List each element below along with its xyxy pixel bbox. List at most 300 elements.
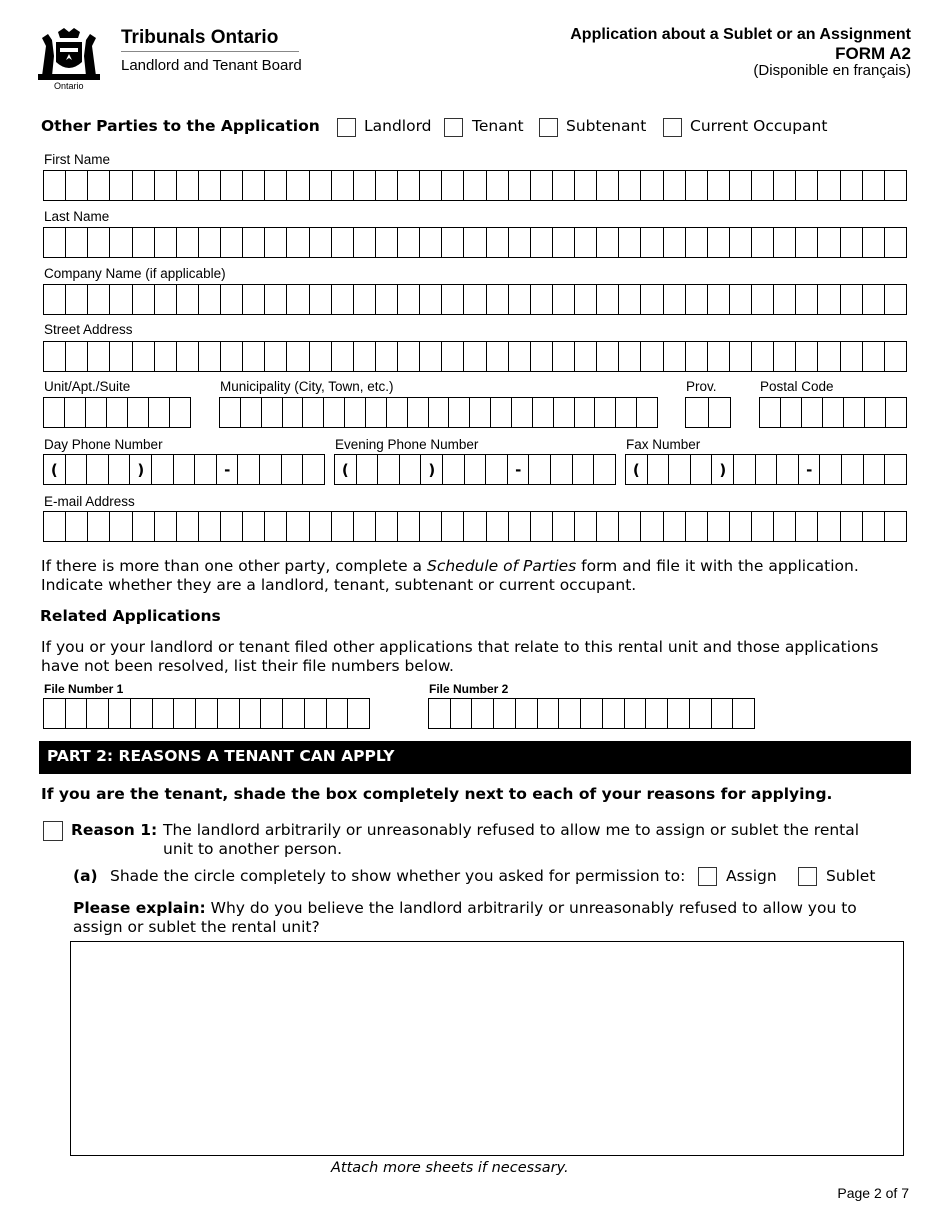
char-cell[interactable] bbox=[597, 285, 619, 314]
char-cell[interactable] bbox=[133, 228, 155, 257]
char-cell[interactable] bbox=[730, 342, 752, 371]
char-cell[interactable] bbox=[366, 398, 387, 427]
char-cell[interactable] bbox=[533, 398, 554, 427]
char-cell[interactable] bbox=[243, 228, 265, 257]
char-cell[interactable] bbox=[774, 342, 796, 371]
char-cell[interactable] bbox=[442, 512, 464, 541]
char-cell[interactable] bbox=[149, 398, 170, 427]
char-cell[interactable] bbox=[774, 228, 796, 257]
char-cell[interactable] bbox=[487, 228, 509, 257]
char-cell[interactable] bbox=[708, 285, 730, 314]
char-cell[interactable] bbox=[529, 455, 551, 484]
char-cell[interactable] bbox=[551, 455, 573, 484]
char-cell[interactable] bbox=[841, 342, 863, 371]
char-cell[interactable] bbox=[327, 699, 349, 728]
char-cell[interactable] bbox=[174, 699, 196, 728]
char-cell[interactable] bbox=[170, 398, 190, 427]
char-cell[interactable] bbox=[464, 228, 486, 257]
char-cell[interactable] bbox=[691, 455, 713, 484]
char-cell[interactable] bbox=[516, 699, 538, 728]
char-cell[interactable] bbox=[841, 512, 863, 541]
char-cell[interactable] bbox=[512, 398, 533, 427]
unit-field[interactable] bbox=[43, 397, 191, 428]
char-cell[interactable] bbox=[863, 342, 885, 371]
char-cell[interactable] bbox=[199, 171, 221, 200]
char-cell[interactable] bbox=[734, 455, 756, 484]
char-cell[interactable] bbox=[641, 171, 663, 200]
char-cell[interactable] bbox=[818, 285, 840, 314]
char-cell[interactable] bbox=[796, 228, 818, 257]
char-cell[interactable] bbox=[619, 512, 641, 541]
char-cell[interactable] bbox=[88, 512, 110, 541]
char-cell[interactable] bbox=[177, 342, 199, 371]
char-cell[interactable] bbox=[531, 228, 553, 257]
char-cell[interactable] bbox=[199, 342, 221, 371]
char-cell[interactable] bbox=[686, 171, 708, 200]
char-cell[interactable] bbox=[885, 455, 906, 484]
char-cell[interactable] bbox=[597, 512, 619, 541]
char-cell[interactable] bbox=[240, 699, 262, 728]
char-cell[interactable] bbox=[641, 228, 663, 257]
char-cell[interactable] bbox=[796, 342, 818, 371]
char-cell[interactable] bbox=[575, 228, 597, 257]
char-cell[interactable] bbox=[885, 285, 906, 314]
char-cell[interactable] bbox=[595, 398, 616, 427]
char-cell[interactable] bbox=[265, 342, 287, 371]
char-cell[interactable] bbox=[487, 342, 509, 371]
char-cell[interactable] bbox=[429, 699, 451, 728]
char-cell[interactable] bbox=[465, 455, 487, 484]
char-cell[interactable] bbox=[310, 342, 332, 371]
char-cell[interactable] bbox=[303, 398, 324, 427]
char-cell[interactable] bbox=[863, 228, 885, 257]
char-cell[interactable] bbox=[265, 512, 287, 541]
char-cell[interactable] bbox=[310, 171, 332, 200]
char-cell[interactable] bbox=[686, 342, 708, 371]
char-cell[interactable] bbox=[796, 171, 818, 200]
char-cell[interactable] bbox=[616, 398, 637, 427]
char-cell[interactable] bbox=[597, 171, 619, 200]
evening-phone-field[interactable] bbox=[334, 454, 616, 485]
char-cell[interactable] bbox=[760, 398, 781, 427]
char-cell[interactable] bbox=[155, 512, 177, 541]
char-cell[interactable] bbox=[398, 342, 420, 371]
char-cell[interactable] bbox=[730, 228, 752, 257]
char-cell[interactable] bbox=[603, 699, 625, 728]
char-cell[interactable] bbox=[177, 171, 199, 200]
char-cell[interactable] bbox=[133, 285, 155, 314]
char-cell[interactable] bbox=[357, 455, 379, 484]
char-cell[interactable] bbox=[637, 398, 657, 427]
char-cell[interactable] bbox=[44, 285, 66, 314]
char-cell[interactable] bbox=[559, 699, 581, 728]
char-cell[interactable] bbox=[777, 455, 799, 484]
char-cell[interactable] bbox=[774, 171, 796, 200]
char-cell[interactable] bbox=[44, 512, 66, 541]
char-cell[interactable] bbox=[265, 228, 287, 257]
char-cell[interactable] bbox=[110, 228, 132, 257]
char-cell[interactable] bbox=[287, 342, 309, 371]
company-name-field[interactable] bbox=[43, 284, 907, 315]
char-cell[interactable] bbox=[664, 342, 686, 371]
char-cell[interactable] bbox=[442, 171, 464, 200]
char-cell[interactable] bbox=[155, 171, 177, 200]
char-cell[interactable] bbox=[487, 285, 509, 314]
char-cell[interactable] bbox=[509, 285, 531, 314]
char-cell[interactable] bbox=[65, 398, 86, 427]
char-cell[interactable] bbox=[820, 455, 842, 484]
char-cell[interactable] bbox=[303, 455, 324, 484]
char-cell[interactable] bbox=[619, 342, 641, 371]
char-cell[interactable] bbox=[345, 398, 366, 427]
char-cell[interactable] bbox=[196, 699, 218, 728]
char-cell[interactable] bbox=[641, 342, 663, 371]
char-cell[interactable] bbox=[509, 342, 531, 371]
char-cell[interactable] bbox=[66, 342, 88, 371]
char-cell[interactable] bbox=[283, 398, 304, 427]
char-cell[interactable] bbox=[376, 285, 398, 314]
char-cell[interactable] bbox=[354, 285, 376, 314]
char-cell[interactable] bbox=[283, 699, 305, 728]
char-cell[interactable] bbox=[449, 398, 470, 427]
file-number-1-field[interactable] bbox=[43, 698, 370, 729]
char-cell[interactable] bbox=[863, 512, 885, 541]
char-cell[interactable] bbox=[531, 342, 553, 371]
char-cell[interactable] bbox=[221, 228, 243, 257]
char-cell[interactable] bbox=[686, 228, 708, 257]
char-cell[interactable] bbox=[443, 455, 465, 484]
char-cell[interactable] bbox=[420, 285, 442, 314]
char-cell[interactable] bbox=[354, 171, 376, 200]
char-cell[interactable] bbox=[199, 285, 221, 314]
char-cell[interactable] bbox=[464, 512, 486, 541]
char-cell[interactable] bbox=[575, 285, 597, 314]
char-cell[interactable] bbox=[128, 398, 149, 427]
char-cell[interactable] bbox=[531, 285, 553, 314]
char-cell[interactable] bbox=[152, 455, 174, 484]
char-cell[interactable] bbox=[66, 455, 88, 484]
char-cell[interactable] bbox=[573, 455, 595, 484]
char-cell[interactable] bbox=[625, 699, 647, 728]
char-cell[interactable] bbox=[487, 171, 509, 200]
char-cell[interactable] bbox=[218, 699, 240, 728]
tenant-checkbox[interactable] bbox=[444, 118, 463, 137]
char-cell[interactable] bbox=[310, 228, 332, 257]
char-cell[interactable] bbox=[420, 171, 442, 200]
char-cell[interactable] bbox=[538, 699, 560, 728]
char-cell[interactable] bbox=[310, 512, 332, 541]
char-cell[interactable] bbox=[110, 285, 132, 314]
char-cell[interactable] bbox=[88, 285, 110, 314]
char-cell[interactable] bbox=[494, 699, 516, 728]
last-name-field[interactable] bbox=[43, 227, 907, 258]
char-cell[interactable] bbox=[199, 228, 221, 257]
char-cell[interactable] bbox=[664, 228, 686, 257]
char-cell[interactable] bbox=[287, 512, 309, 541]
char-cell[interactable] bbox=[818, 228, 840, 257]
char-cell[interactable] bbox=[752, 228, 774, 257]
char-cell[interactable] bbox=[669, 455, 691, 484]
char-cell[interactable] bbox=[841, 171, 863, 200]
char-cell[interactable] bbox=[88, 171, 110, 200]
char-cell[interactable] bbox=[155, 285, 177, 314]
char-cell[interactable] bbox=[378, 455, 400, 484]
municipality-field[interactable] bbox=[219, 397, 658, 428]
char-cell[interactable] bbox=[155, 342, 177, 371]
char-cell[interactable] bbox=[730, 285, 752, 314]
char-cell[interactable] bbox=[553, 342, 575, 371]
char-cell[interactable] bbox=[619, 285, 641, 314]
char-cell[interactable] bbox=[668, 699, 690, 728]
char-cell[interactable] bbox=[531, 171, 553, 200]
char-cell[interactable] bbox=[733, 699, 754, 728]
char-cell[interactable] bbox=[221, 285, 243, 314]
char-cell[interactable] bbox=[354, 228, 376, 257]
char-cell[interactable] bbox=[752, 342, 774, 371]
char-cell[interactable] bbox=[220, 398, 241, 427]
char-cell[interactable] bbox=[88, 342, 110, 371]
subtenant-checkbox[interactable] bbox=[539, 118, 558, 137]
char-cell[interactable] bbox=[464, 285, 486, 314]
assign-checkbox[interactable] bbox=[698, 867, 717, 886]
char-cell[interactable] bbox=[730, 512, 752, 541]
char-cell[interactable] bbox=[66, 228, 88, 257]
char-cell[interactable] bbox=[221, 171, 243, 200]
char-cell[interactable] bbox=[133, 512, 155, 541]
char-cell[interactable] bbox=[332, 171, 354, 200]
char-cell[interactable] bbox=[66, 171, 88, 200]
char-cell[interactable] bbox=[243, 512, 265, 541]
char-cell[interactable] bbox=[177, 285, 199, 314]
char-cell[interactable] bbox=[133, 342, 155, 371]
char-cell[interactable] bbox=[420, 342, 442, 371]
char-cell[interactable] bbox=[221, 512, 243, 541]
char-cell[interactable] bbox=[324, 398, 345, 427]
char-cell[interactable] bbox=[553, 285, 575, 314]
char-cell[interactable] bbox=[153, 699, 175, 728]
char-cell[interactable] bbox=[553, 512, 575, 541]
email-field[interactable] bbox=[43, 511, 907, 542]
char-cell[interactable] bbox=[282, 455, 304, 484]
char-cell[interactable] bbox=[420, 228, 442, 257]
char-cell[interactable] bbox=[509, 228, 531, 257]
char-cell[interactable] bbox=[844, 398, 865, 427]
char-cell[interactable] bbox=[885, 512, 906, 541]
char-cell[interactable] bbox=[131, 699, 153, 728]
char-cell[interactable] bbox=[648, 455, 670, 484]
char-cell[interactable] bbox=[842, 455, 864, 484]
char-cell[interactable] bbox=[429, 398, 450, 427]
char-cell[interactable] bbox=[86, 398, 107, 427]
char-cell[interactable] bbox=[470, 398, 491, 427]
char-cell[interactable] bbox=[619, 228, 641, 257]
char-cell[interactable] bbox=[575, 398, 596, 427]
char-cell[interactable] bbox=[354, 342, 376, 371]
char-cell[interactable] bbox=[464, 342, 486, 371]
char-cell[interactable] bbox=[730, 171, 752, 200]
char-cell[interactable] bbox=[287, 228, 309, 257]
char-cell[interactable] bbox=[265, 285, 287, 314]
file-number-2-field[interactable] bbox=[428, 698, 755, 729]
char-cell[interactable] bbox=[400, 455, 422, 484]
fax-field[interactable] bbox=[625, 454, 907, 485]
char-cell[interactable] bbox=[885, 228, 906, 257]
char-cell[interactable] bbox=[756, 455, 778, 484]
char-cell[interactable] bbox=[641, 285, 663, 314]
char-cell[interactable] bbox=[110, 342, 132, 371]
char-cell[interactable] bbox=[796, 285, 818, 314]
char-cell[interactable] bbox=[387, 398, 408, 427]
char-cell[interactable] bbox=[575, 171, 597, 200]
char-cell[interactable] bbox=[886, 398, 906, 427]
char-cell[interactable] bbox=[686, 512, 708, 541]
char-cell[interactable] bbox=[177, 512, 199, 541]
landlord-checkbox[interactable] bbox=[337, 118, 356, 137]
char-cell[interactable] bbox=[44, 699, 66, 728]
char-cell[interactable] bbox=[221, 342, 243, 371]
char-cell[interactable] bbox=[177, 228, 199, 257]
char-cell[interactable] bbox=[88, 228, 110, 257]
char-cell[interactable] bbox=[287, 285, 309, 314]
char-cell[interactable] bbox=[486, 455, 508, 484]
explanation-textarea[interactable] bbox=[70, 941, 904, 1156]
char-cell[interactable] bbox=[863, 171, 885, 200]
char-cell[interactable] bbox=[398, 228, 420, 257]
char-cell[interactable] bbox=[109, 699, 131, 728]
char-cell[interactable] bbox=[265, 171, 287, 200]
char-cell[interactable] bbox=[774, 512, 796, 541]
char-cell[interactable] bbox=[398, 512, 420, 541]
postal-code-field[interactable] bbox=[759, 397, 907, 428]
char-cell[interactable] bbox=[863, 285, 885, 314]
char-cell[interactable] bbox=[110, 512, 132, 541]
char-cell[interactable] bbox=[44, 171, 66, 200]
char-cell[interactable] bbox=[686, 285, 708, 314]
char-cell[interactable] bbox=[261, 699, 283, 728]
char-cell[interactable] bbox=[597, 342, 619, 371]
char-cell[interactable] bbox=[332, 228, 354, 257]
char-cell[interactable] bbox=[262, 398, 283, 427]
char-cell[interactable] bbox=[554, 398, 575, 427]
char-cell[interactable] bbox=[664, 285, 686, 314]
char-cell[interactable] bbox=[87, 699, 109, 728]
char-cell[interactable] bbox=[442, 228, 464, 257]
char-cell[interactable] bbox=[376, 228, 398, 257]
char-cell[interactable] bbox=[781, 398, 802, 427]
char-cell[interactable] bbox=[243, 171, 265, 200]
char-cell[interactable] bbox=[796, 512, 818, 541]
char-cell[interactable] bbox=[110, 171, 132, 200]
char-cell[interactable] bbox=[376, 171, 398, 200]
char-cell[interactable] bbox=[87, 455, 109, 484]
char-cell[interactable] bbox=[686, 398, 709, 427]
char-cell[interactable] bbox=[818, 342, 840, 371]
char-cell[interactable] bbox=[708, 512, 730, 541]
char-cell[interactable] bbox=[472, 699, 494, 728]
char-cell[interactable] bbox=[885, 171, 906, 200]
char-cell[interactable] bbox=[66, 285, 88, 314]
char-cell[interactable] bbox=[581, 699, 603, 728]
char-cell[interactable] bbox=[155, 228, 177, 257]
char-cell[interactable] bbox=[531, 512, 553, 541]
char-cell[interactable] bbox=[464, 171, 486, 200]
char-cell[interactable] bbox=[44, 228, 66, 257]
char-cell[interactable] bbox=[241, 398, 262, 427]
char-cell[interactable] bbox=[646, 699, 668, 728]
street-address-field[interactable] bbox=[43, 341, 907, 372]
char-cell[interactable] bbox=[195, 455, 217, 484]
char-cell[interactable] bbox=[260, 455, 282, 484]
day-phone-field[interactable] bbox=[43, 454, 325, 485]
char-cell[interactable] bbox=[238, 455, 260, 484]
char-cell[interactable] bbox=[442, 285, 464, 314]
char-cell[interactable] bbox=[841, 285, 863, 314]
char-cell[interactable] bbox=[66, 512, 88, 541]
prov-field[interactable] bbox=[685, 397, 731, 428]
char-cell[interactable] bbox=[199, 512, 221, 541]
char-cell[interactable] bbox=[641, 512, 663, 541]
char-cell[interactable] bbox=[509, 512, 531, 541]
char-cell[interactable] bbox=[575, 342, 597, 371]
char-cell[interactable] bbox=[408, 398, 429, 427]
char-cell[interactable] bbox=[708, 171, 730, 200]
char-cell[interactable] bbox=[398, 171, 420, 200]
sublet-checkbox[interactable] bbox=[798, 867, 817, 886]
reason-1-checkbox[interactable] bbox=[43, 821, 63, 841]
char-cell[interactable] bbox=[619, 171, 641, 200]
char-cell[interactable] bbox=[487, 512, 509, 541]
char-cell[interactable] bbox=[709, 398, 731, 427]
char-cell[interactable] bbox=[774, 285, 796, 314]
char-cell[interactable] bbox=[752, 285, 774, 314]
char-cell[interactable] bbox=[802, 398, 823, 427]
char-cell[interactable] bbox=[348, 699, 369, 728]
char-cell[interactable] bbox=[376, 512, 398, 541]
char-cell[interactable] bbox=[664, 512, 686, 541]
char-cell[interactable] bbox=[398, 285, 420, 314]
char-cell[interactable] bbox=[664, 171, 686, 200]
char-cell[interactable] bbox=[708, 228, 730, 257]
char-cell[interactable] bbox=[712, 699, 734, 728]
char-cell[interactable] bbox=[420, 512, 442, 541]
char-cell[interactable] bbox=[708, 342, 730, 371]
char-cell[interactable] bbox=[243, 285, 265, 314]
char-cell[interactable] bbox=[841, 228, 863, 257]
char-cell[interactable] bbox=[332, 342, 354, 371]
char-cell[interactable] bbox=[243, 342, 265, 371]
char-cell[interactable] bbox=[442, 342, 464, 371]
char-cell[interactable] bbox=[66, 699, 88, 728]
char-cell[interactable] bbox=[864, 455, 886, 484]
char-cell[interactable] bbox=[752, 171, 774, 200]
char-cell[interactable] bbox=[109, 455, 131, 484]
char-cell[interactable] bbox=[451, 699, 473, 728]
char-cell[interactable] bbox=[509, 171, 531, 200]
char-cell[interactable] bbox=[594, 455, 615, 484]
char-cell[interactable] bbox=[310, 285, 332, 314]
char-cell[interactable] bbox=[44, 398, 65, 427]
char-cell[interactable] bbox=[865, 398, 886, 427]
char-cell[interactable] bbox=[575, 512, 597, 541]
char-cell[interactable] bbox=[44, 342, 66, 371]
char-cell[interactable] bbox=[553, 171, 575, 200]
char-cell[interactable] bbox=[752, 512, 774, 541]
char-cell[interactable] bbox=[818, 171, 840, 200]
char-cell[interactable] bbox=[332, 285, 354, 314]
char-cell[interactable] bbox=[885, 342, 906, 371]
char-cell[interactable] bbox=[287, 171, 309, 200]
char-cell[interactable] bbox=[690, 699, 712, 728]
